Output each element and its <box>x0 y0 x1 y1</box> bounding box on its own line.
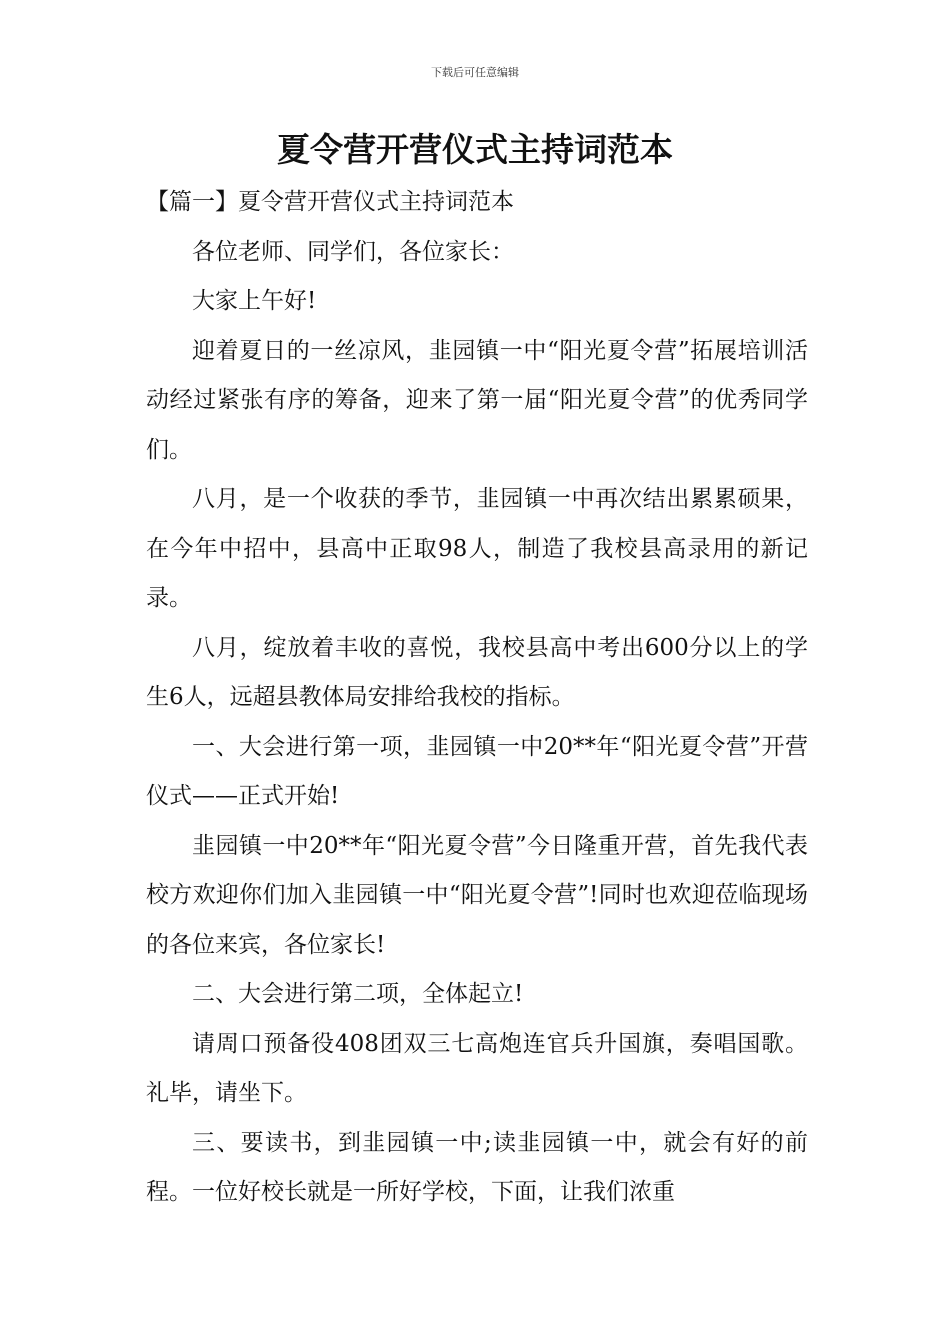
page-header-note: 下载后可任意编辑 <box>431 66 519 79</box>
paragraph-welcome: 韭园镇一中20**年“阳光夏令营”今日隆重开营，首先我代表校方欢迎你们加入韭园镇一中“阳光夏令营”!同时也欢迎莅临现场的各位来宾，各位家长! <box>146 832 808 958</box>
paragraph-greeting: 各位老师、同学们，各位家长： <box>192 238 514 265</box>
document-body <box>146 178 808 1218</box>
section-heading: 【篇一】夏令营开营仪式主持词范本 <box>146 189 514 215</box>
paragraph-item-three: 三、要读书，到韭园镇一中;读韭园镇一中，就会有好的前程。一位好校长就是一所好学校，下面，让我们浓重 <box>146 1129 808 1205</box>
paragraph-exam-results: 八月，绽放着丰收的喜悦，我校县高中考出600分以上的学生6人，远超县教体局安排给我校的指标。 <box>146 634 808 710</box>
paragraph-harvest-season: 八月，是一个收获的季节，韭园镇一中再次结出累累硕果，在今年中招中，县高中正取98人，制造了我校县高录用的新记录。 <box>146 486 808 611</box>
paragraph-summer-breeze: 迎着夏日的一丝凉风，韭园镇一中“阳光夏令营”拓展培训活动经过紧张有序的筹备，迎来了第一届“阳光夏令营”的优秀同学们。 <box>146 337 808 463</box>
paragraph-good-morning: 大家上午好! <box>192 288 317 314</box>
paragraph-item-two: 二、大会进行第二项，全体起立! <box>192 981 524 1007</box>
paragraph-item-one: 一、大会进行第一项，韭园镇一中20**年“阳光夏令营”开营仪式——正式开始! <box>146 733 808 809</box>
paragraph-flag-raising: 请周口预备役408团双三七高炮连官兵升国旗，奏唱国歌。礼毕，请坐下。 <box>146 1030 808 1106</box>
document-title: 夏令营开营仪式主持词范本 <box>277 130 673 169</box>
